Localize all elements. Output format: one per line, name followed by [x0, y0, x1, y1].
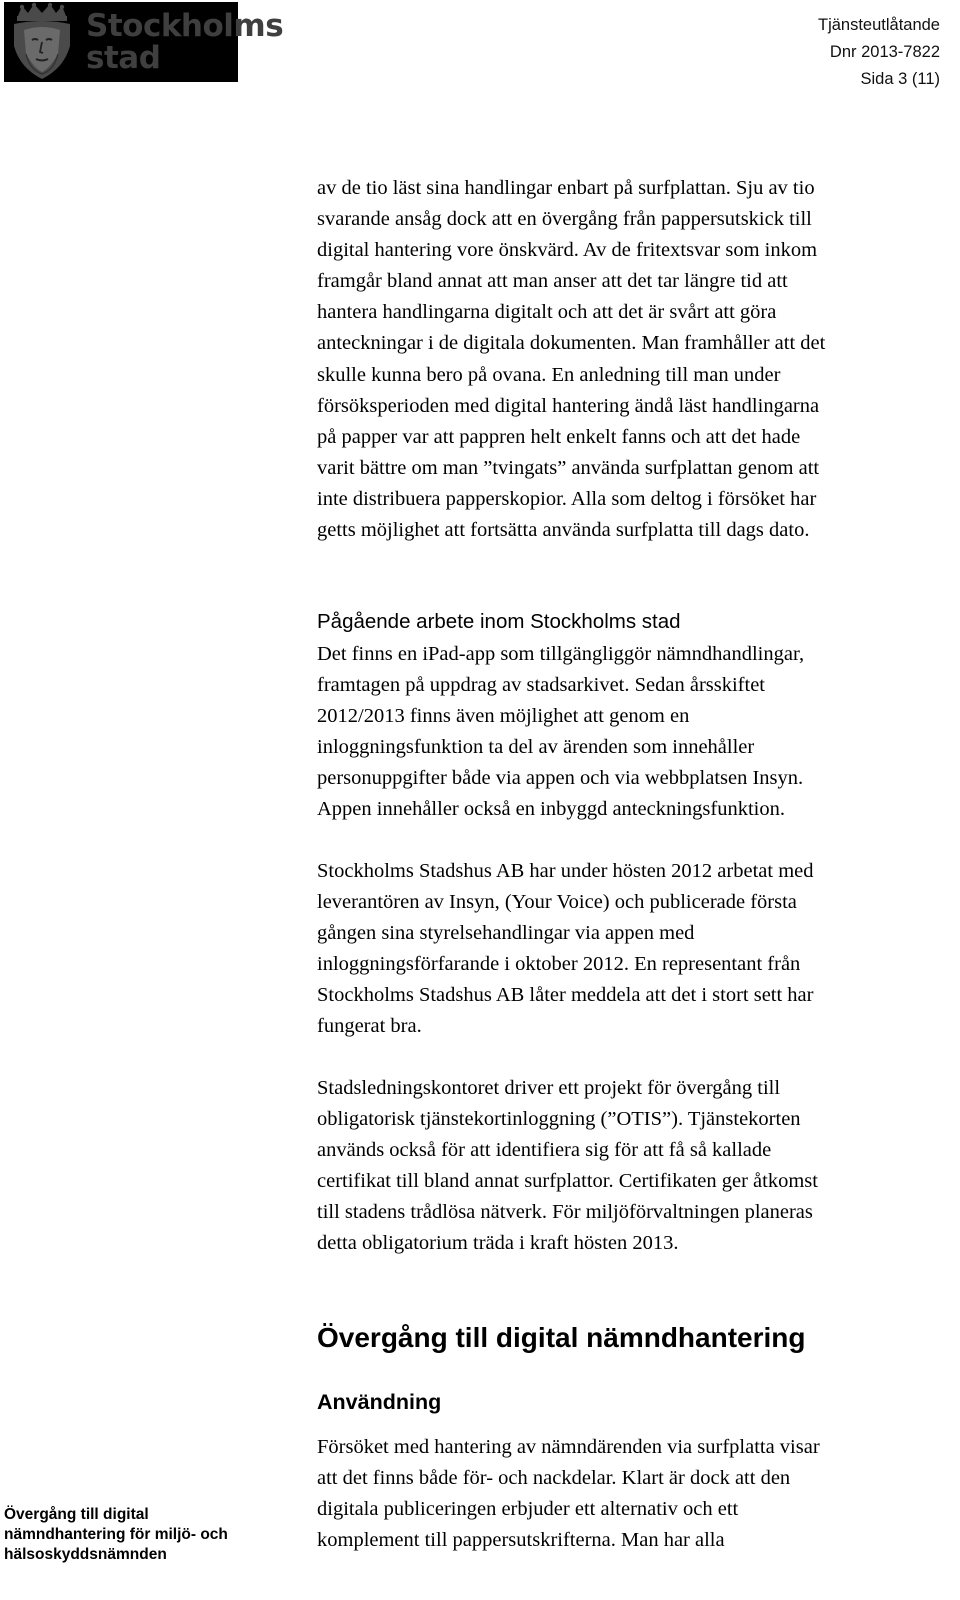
- body-paragraph-usage: Försöket med hantering av nämndärenden via surfplatta visar att det finns både för- och nackdelar. Klart är dock att den digitala publiceringen erbjuder ett alternativ och ett komplement till pappersutskrifterna. Man har alla: [317, 1436, 820, 1552]
- subsection-heading: Användning: [317, 1390, 442, 1414]
- body-paragraph-ipad-app: Det finns en iPad-app som tillgängliggör nämndhandlingar, framtagen på uppdrag av stadsarkivet. Sedan årsskiftet 2012/2013 finns även möjlighet att genom en inloggningsfunktion ta del av ärenden som innehåller personuppgifter både via appen och via webbplatsen Insyn. Appen innehåller också en inbyggd anteckningsfunktion.: [317, 643, 805, 821]
- body-paragraph-otis: Stadsledningskontoret driver ett projekt för övergång till obligatorisk tjänstekortinloggning (”OTIS”). Tjänstekorten används också för att identifiera sig för att få så kallade certifikat till bland annat surfplattor. Certifikaten ger åtkomst till stadens trådlösa nätverk. För miljöförvaltningen planeras detta obligatorium träda i kraft hösten 2013.: [317, 1077, 818, 1255]
- city-logo: [4, 2, 284, 82]
- section-subheading: Pågående arbete inom Stockholms stad: [317, 610, 681, 633]
- logo-wordmark: Stockholms stad: [86, 8, 284, 76]
- footer-document-title: Övergång till digital nämndhantering för miljö- och hälsoskyddsnämnden: [4, 1506, 228, 1563]
- document-meta: [818, 12, 940, 93]
- document-type: Tjänsteutlåtande: [817, 16, 940, 34]
- body-paragraph-stadshus: Stockholms Stadshus AB har under hösten 2012 arbetat med leverantören av Insyn, (Your Voice) och publicerade första gången sina styrelsehandlingar via appen med inloggningsförfarande i oktober 2012. En representant från Stockholms Stadshus AB låter meddela att det i stort sett har fungerat bra.: [317, 860, 814, 1038]
- document-number: Dnr 2013-7822: [829, 43, 940, 61]
- section-heading: Övergång till digital nämndhantering: [317, 1322, 806, 1353]
- coat-of-arms-icon: [4, 2, 80, 82]
- body-paragraph-survey: av de tio läst sina handlingar enbart på surfplattan. Sju av tio svarande ansåg dock att en övergång från pappersutskick till digital hantering vore önskvärd. Av de fritextsvar som inkom framgår bland annat att man anser att det tar längre tid att hantera handlingarna digitalt och att det är svårt att göra anteckningar i de digitala dokumenten. Man framhåller att det skulle kunna bero på ovana. En anledning till man under försöksperioden med digital hantering ändå läst handlingarna på papper var att pappren helt enkelt fanns och att det hade varit bättre om man ”tvingats” använda surfplattan genom att inte distribuera papperskopior. Alla som deltog i försöket har getts möjlighet att fortsätta använda surfplatta till dags dato.: [317, 177, 826, 542]
- page-number: Sida 3 (11): [860, 70, 940, 88]
